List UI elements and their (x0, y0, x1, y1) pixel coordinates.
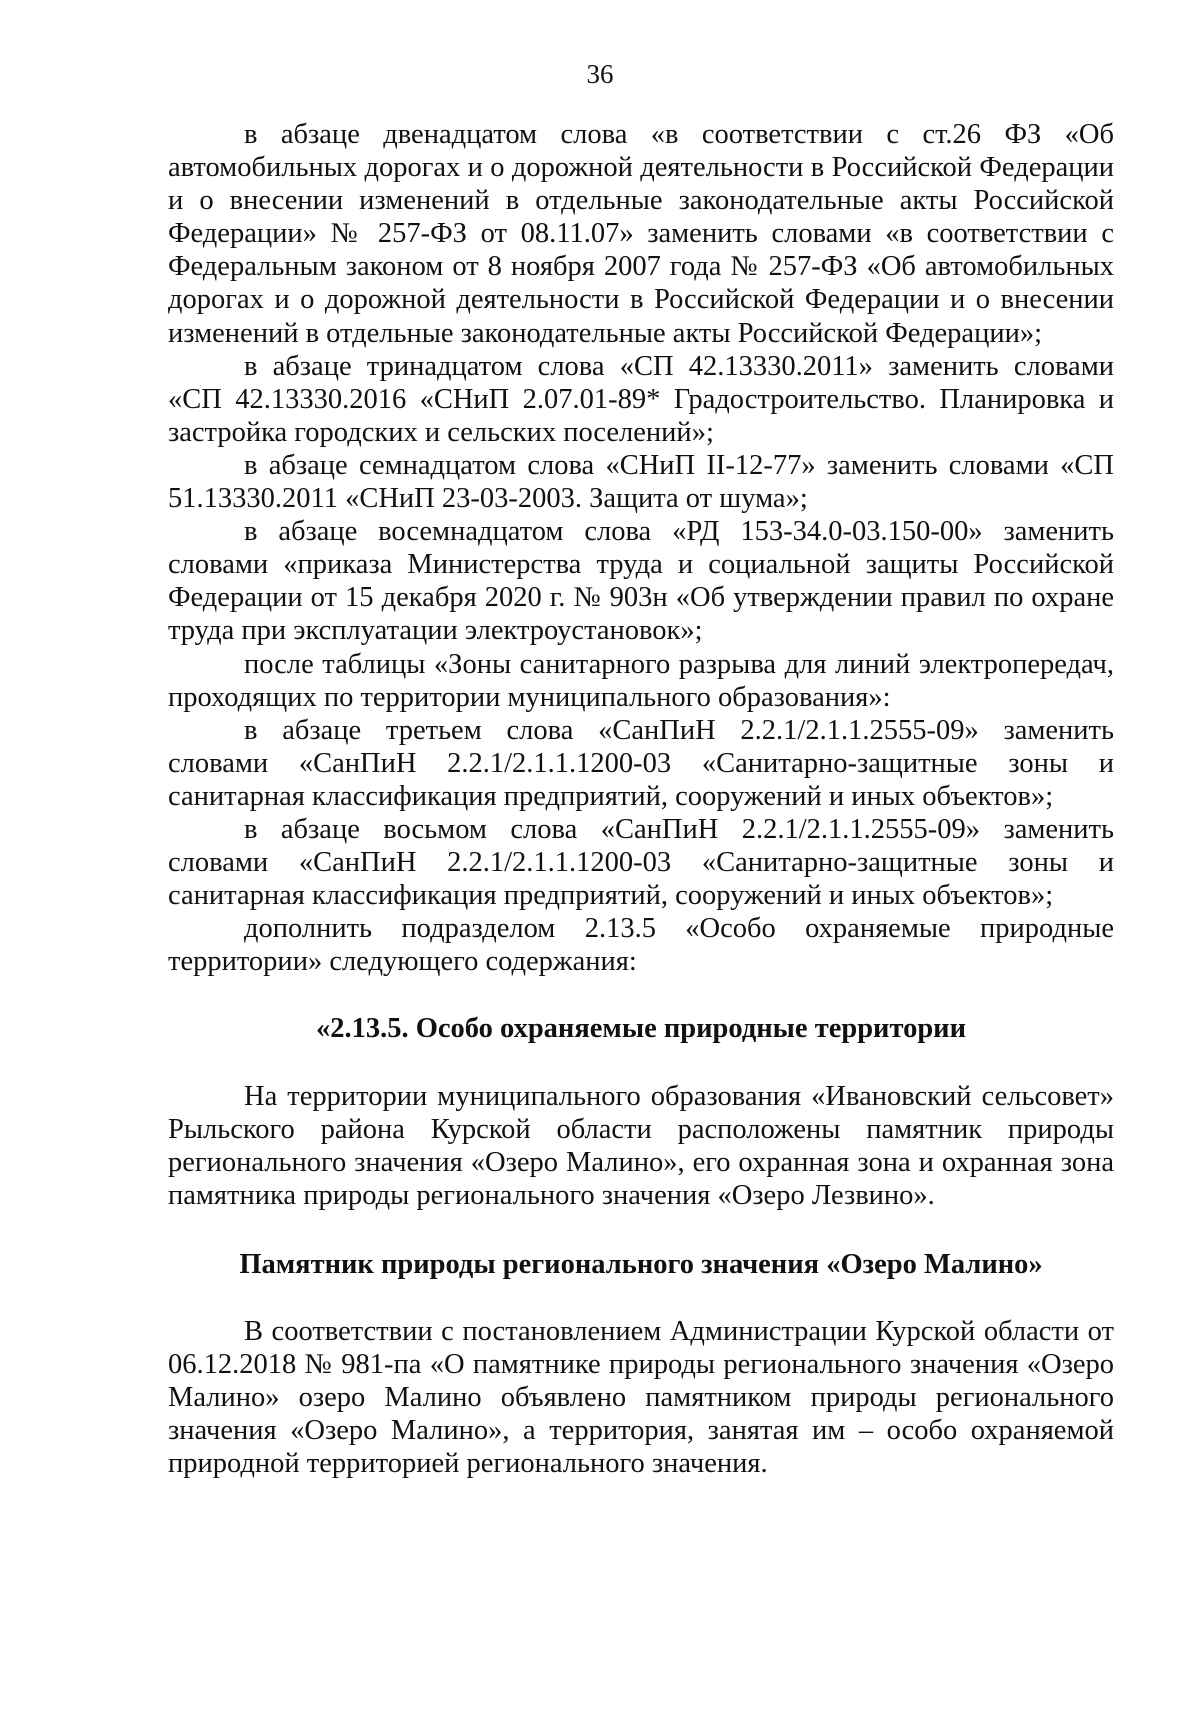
paragraph-abzac-3: в абзаце третьем слова «СанПиН 2.2.1/2.1.1.2555-09» заменить словами «СанПиН 2.2.1/2.1.1.1200-03 «Санитарно-защитные зоны и санитарная классификация предприятий, сооружений и иных объектов»; (168, 714, 1114, 812)
paragraph-add-subsection: дополнить подразделом 2.13.5 «Особо охраняемые природные территории» следующего содержания: (168, 913, 1114, 978)
subsection-paragraph: В соответствии с постановлением Администрации Курской области от 06.12.2018 № 981-па «О памятнике природы регионального значения «Озеро Малино» озеро Малино объявлено памятником природы регионального значения «Озеро Малино», а территория, занятая им – особо охраняемой природной территорией регионального значения. (168, 1316, 1114, 1480)
paragraph-abzac-13: в абзаце тринадцатом слова «СП 42.13330.2011» заменить словами «СП 42.13330.2016 «СНиП 2.07.01-89* Градостроительство. Планировка и застройка городских и сельских поселений»; (168, 350, 1114, 448)
paragraph-abzac-18: в абзаце восемнадцатом слова «РД 153-34.0-03.150-00» заменить словами «приказа Министерства труда и социальной защиты Российской Федерации от 15 декабря 2020 г. № 903н «Об утверждении правил по охране труда при эксплуатации электроустановок»; (168, 516, 1114, 647)
page-number: 36 (586, 59, 614, 89)
paragraph-abzac-8: в абзаце восьмом слова «СанПиН 2.2.1/2.1.1.2555-09» заменить словами «СанПиН 2.2.1/2.1.1.1200-03 «Санитарно-защитные зоны и санитарная классификация предприятий, сооружений и иных объектов»; (168, 813, 1114, 912)
paragraph-abzac-17: в абзаце семнадцатом слова «СНиП II-12-77» заменить словами «СП 51.13330.2011 «СНиП 23-03-2003. Защита от шума»; (168, 449, 1114, 515)
document-body (168, 118, 1114, 1480)
subsection-heading: Памятник природы регионального значения «Озеро Малино» (239, 1248, 1043, 1280)
section-heading: «2.13.5. Особо охраняемые природные территории (315, 1013, 967, 1045)
paragraph-abzac-12: в абзаце двенадцатом слова «в соответствии с ст.26 ФЗ «Об автомобильных дорогах и о дорожной деятельности в Российской Федерации и о внесении изменений в отдельные законодательные акты Российской Федерации» № 257-ФЗ от 08.11.07» заменить словами «в соответствии с Федеральным законом от 8 ноября 2007 года № 257-ФЗ «Об автомобильных дорогах и о дорожной деятельности в Российской Федерации и о внесении изменений в отдельные законодательные акты Российской Федерации»; (168, 119, 1114, 349)
section-paragraph: На территории муниципального образования «Ивановский сельсовет» Рыльского района Курской области расположены памятник природы регионального значения «Озеро Малино», его охранная зона и охранная зона памятника природы регионального значения «Озеро Лезвино». (168, 1080, 1114, 1211)
paragraph-after-table: после таблицы «Зоны санитарного разрыва для линий электропередач, проходящих по территории муниципального образования»: (168, 648, 1114, 713)
